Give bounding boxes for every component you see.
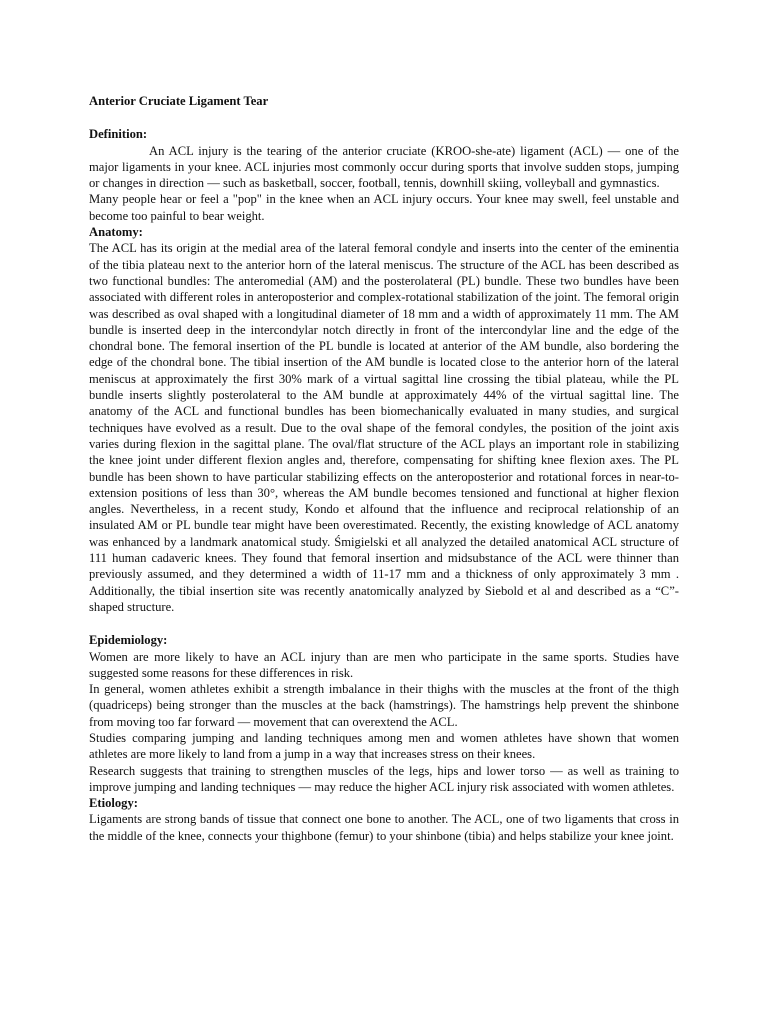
- document-title: Anterior Cruciate Ligament Tear: [89, 94, 269, 108]
- etiology-paragraph: Ligaments are strong bands of tissue that connect one bone to another. The ACL, one of two ligaments that cross in the middle of the knee, connects your thighbone (femur) to your shinbone (tibia) and helps stabilize your knee joint.: [89, 812, 679, 843]
- epidemiology-paragraph: Studies comparing jumping and landing techniques among men and women athletes have shown that women athletes are more likely to land from a jump in a way that increases stress on their knees.: [89, 730, 679, 762]
- anatomy-heading: Anatomy:: [89, 225, 143, 240]
- document-page: [89, 93, 679, 844]
- etiology-heading: Etiology:: [89, 796, 138, 811]
- definition-paragraph: Many people hear or feel a "pop" in the knee when an ACL injury occurs. Your knee may swell, feel unstable and become too painful to bear weight.: [89, 192, 679, 223]
- definition-paragraph: An ACL injury is the tearing of the anterior cruciate (KROO-she-ate) ligament (ACL) — one of the major ligaments in your knee. ACL injuries most commonly occur during sports that involve sudden stops, jumping or changes in direction — such as basketball, soccer, football, tennis, downhill skiing, volleyball and gymnastics.: [89, 143, 679, 191]
- section-spacer: [89, 615, 679, 632]
- epidemiology-heading: Epidemiology:: [89, 633, 168, 648]
- epidemiology-paragraph: Women are more likely to have an ACL injury than are men who participate in the same sports. Studies have suggested some reasons for these differences in risk.: [89, 649, 679, 680]
- definition-heading: Definition:: [89, 127, 148, 142]
- epidemiology-paragraph: Research suggests that training to strengthen muscles of the legs, hips and lower torso — as well as training to improve jumping and landing techniques — may reduce the higher ACL injury risk associated with women athletes.: [89, 763, 679, 794]
- epidemiology-paragraph: In general, women athletes exhibit a strength imbalance in their thighs with the muscles at the front of the thigh (quadriceps) being stronger than the muscles at the back (hamstrings). The hamstrings help prevent the shinbone from moving too far forward — movement that can overextend the ACL.: [89, 682, 679, 729]
- anatomy-paragraph: The ACL has its origin at the medial area of the lateral femoral condyle and inserts into the center of the eminentia of the tibia plateau next to the anterior horn of the lateral meniscus. The structure of the ACL has been described as two functional bundles: The anteromedial (AM) and the posterolateral (PL) bundle. These two bundles have been associated with different roles in anteroposterior and complex-rotational stabilization of the joint. The femoral origin was described as oval shaped with a longitudinal diameter of 18 mm and a width of approximately 11 mm. The AM bundle is inserted deep in the intercondylar notch directly in front of the intercondylar line and the edge of the chondral bone. The femoral insertion of the PL bundle is located at anterior of the AM bundle, also bordering the edge of the chondral bone. The tibial insertion of the AM bundle is located close to the anterior horn of the lateral meniscus at approximately the first 30% mark of a virtual sagittal line crossing the tibial plateau, while the PL bundle inserts slightly posterolateral to the AM bundle at approximately 44% of the virtual sagittal line. The anatomy of the ACL and functional bundles has been biomechanically evaluated in many studies, and surgical techniques have evolved as a result. Due to the oval shape of the femoral condyles, the position of the joint axis varies during flexion in the sagittal plane. The oval/flat structure of the ACL plays an important role in stabilizing the knee joint under different flexion angles and, therefore, compensating for shifting knee flexion axes. The PL bundle has been shown to have particular stabilizing effects on the anteroposterior and rotational forces in near-to-extension positions of less than 30°, whereas the AM bundle becomes tensioned and functional at higher flexion angles. Nevertheless, in a recent study, Kondo et alfound that the influence and reciprocal relationship of an insulated AM or PL bundle tear might have been overestimated. Recently, the existing knowledge of ACL anatomy was enhanced by a landmark anatomical study. Śmigielski et all analyzed the detailed anatomical ACL structure of 111 human cadaveric knees. They found that femoral insertion and midsubstance of the ACL were thinner than previously assumed, and they determined a width of 11-17 mm and a thickness of only approximately 3 mm . Additionally, the tibial insertion site was recently anatomically analyzed by Siebold et al and described as a “C”-shaped structure.: [89, 241, 679, 614]
